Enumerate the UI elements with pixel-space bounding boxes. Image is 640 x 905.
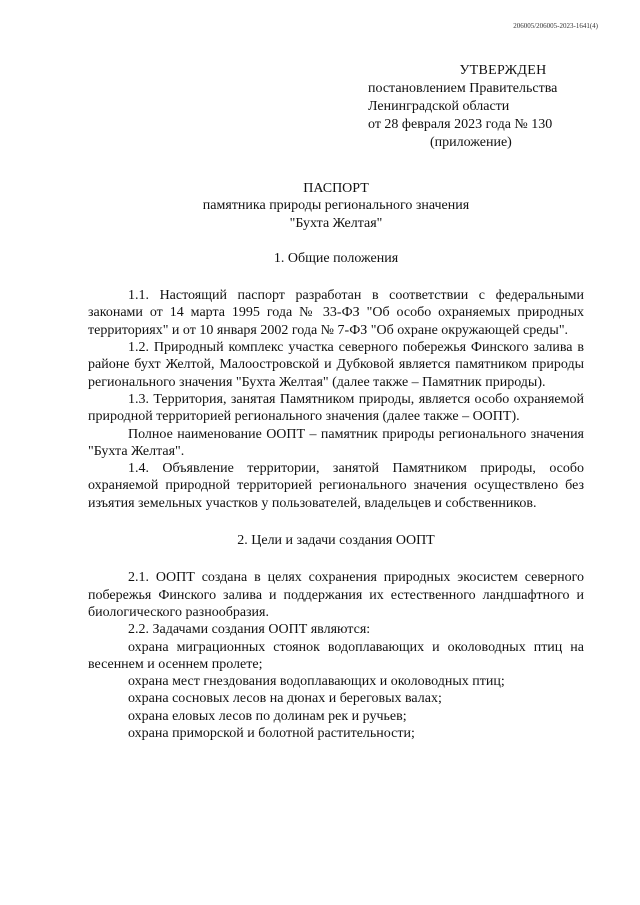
approval-block [368,62,628,152]
paragraph-1-1: 1.1. Настоящий паспорт разработан в соответствии с федеральными законами от 14 марта 1995 года № 33-ФЗ "Об особо охраняемых природных территориях" и от 10 января 2002 года № 7-ФЗ "Об охране окружающей среды". [88,288,584,338]
document-number: 206005/206005-2023-1641(4) [513,22,598,30]
approval-line-1: постановлением Правительства [368,81,558,96]
section-1-heading: 1. Общие положения [273,250,399,266]
approval-title: УТВЕРЖДЕН [459,63,547,78]
paragraph-1-4: 1.4. Объявление территории, занятой Памятником природы, особо охраняемой природной территорией регионального значения осуществлено без изъятия земельных участков у пользователей, владельцев и собственников. [88,461,584,511]
approval-line-2: Ленинградской области [368,99,510,114]
task-item: охрана приморской и болотной растительности; [128,726,415,742]
passport-subtitle: памятника природы регионального значения [202,198,470,214]
paragraph-2-2: 2.2. Задачами создания ООПТ являются: [128,622,371,638]
task-item: охрана миграционных стоянок водоплавающих и околоводных птиц на весеннем и осеннем пролете; [88,639,584,672]
approval-line-3: от 28 февраля 2023 года № 130 [368,117,553,132]
document-body [88,180,584,742]
paragraph-2-1: 2.1. ООПТ создана в целях сохранения природных экосистем северного побережья Финского залива и поддержания их естественного ландшафтного и биологического разнообразия. [88,570,584,620]
passport-title: ПАСПОРТ [303,181,369,196]
task-item: охрана сосновых лесов на дюнах и береговых валах; [128,691,442,707]
paragraph-1-2: 1.2. Природный комплекс участка северного побережья Финского залива в районе бухт Желтой, Малоостровской и Дубковой является памятником природы регионального значения "Бухта Желтая" (далее также – Памятник природы). [88,340,584,390]
task-item: охрана мест гнездования водоплавающих и околоводных птиц; [128,674,505,690]
paragraph-1-3: 1.3. Территория, занятая Памятником природы, является особо охраняемой природной территорией регионального значения (далее также – ООПТ). [88,391,584,425]
task-item: охрана еловых лесов по долинам рек и ручьев; [128,708,407,724]
passport-name: "Бухта Желтая" [289,215,383,231]
approval-note: (приложение) [430,135,512,150]
section-2-heading: 2. Цели и задачи создания ООПТ [237,533,435,549]
paragraph-full-name: Полное наименование ООПТ – памятник природы регионального значения "Бухта Желтая". [88,426,584,459]
